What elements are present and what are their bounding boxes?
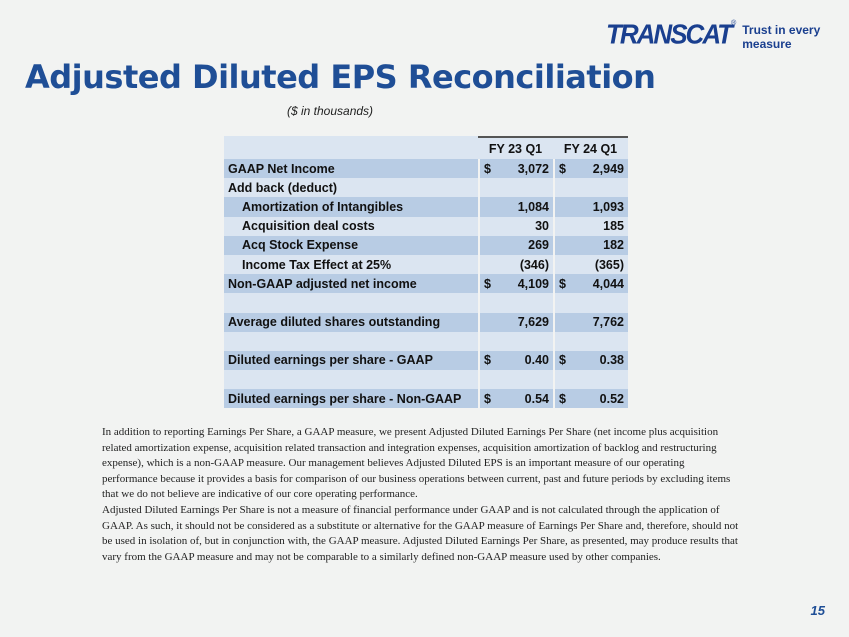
table-row <box>224 351 628 370</box>
table-row <box>224 217 628 236</box>
row-label: Non-GAAP adjusted net income <box>224 274 478 293</box>
row-label <box>224 370 478 389</box>
row-value-c1 <box>478 389 553 408</box>
value: 7,629 <box>517 315 549 330</box>
row-value-c2 <box>553 389 628 408</box>
row-value-c1 <box>478 255 553 274</box>
value: 30 <box>535 219 549 234</box>
dollar-sign: $ <box>559 161 566 176</box>
dollar-sign: $ <box>484 353 491 368</box>
dollar-sign: $ <box>559 353 566 368</box>
value: 3,072 <box>517 161 549 176</box>
row-value-c1 <box>478 236 553 255</box>
row-value-c1 <box>478 370 553 389</box>
row-label: Acq Stock Expense <box>224 236 478 255</box>
row-value-c2 <box>553 351 628 370</box>
row-value-c2 <box>553 274 628 293</box>
value: (346) <box>519 257 549 272</box>
value: 2,949 <box>592 161 624 176</box>
value: 1,084 <box>517 199 549 214</box>
dollar-sign: $ <box>559 391 566 406</box>
paragraph-description: In addition to reporting Earnings Per Share, a GAAP measure, we present Adjusted Diluted Earnings Per Share (net income plus acquisition related amortization expense, acquisition related transaction and integration expenses, acquisition amortization of backlog and restructuring expense), which is a non-GAAP measure. Our management believes Adjusted Diluted EPS is an important measure of our operating performance because it provides a basis for comparison of our business operations between current, past and future periods by excluding items that we do not believe are indicative of our core operating performance. <box>102 426 731 501</box>
table-row <box>224 236 628 255</box>
row-label: Diluted earnings per share - GAAP <box>224 351 478 370</box>
value: 185 <box>603 219 624 234</box>
table-row <box>224 197 628 216</box>
value: 4,044 <box>592 276 624 291</box>
dollar-sign: $ <box>559 276 566 291</box>
paragraph-disclaimer: Adjusted Diluted Earnings Per Share is not a measure of financial performance under GAAP and is not calculated through the application of GAAP. As such, it should not be considered as a substitute or alternative for the GAAP measure of Earnings Per Share and, therefore, should not be used in isolation of, but in conjunction with, the GAAP measure. Adjusted Diluted Earnings Per Share, as presented, may produce results that vary from the GAAP measure and may not be comparable to a similarly defined non-GAAP measure used by other companies. <box>102 504 739 563</box>
row-value-c1 <box>478 332 553 351</box>
row-label <box>224 332 478 351</box>
value: 269 <box>528 238 549 253</box>
row-value-c1 <box>478 351 553 370</box>
row-label: Diluted earnings per share - Non-GAAP <box>224 389 478 408</box>
page-title: Adjusted Diluted EPS Reconciliation <box>25 58 656 96</box>
row-value-c2 <box>553 293 628 312</box>
row-value-c2 <box>553 236 628 255</box>
value: 7,762 <box>592 315 624 330</box>
value: (365) <box>594 257 624 272</box>
row-label: GAAP Net Income <box>224 159 478 178</box>
row-value-c1 <box>478 178 553 197</box>
header-fy23q1: FY 23 Q1 <box>478 136 553 159</box>
header-fy24q1: FY 24 Q1 <box>553 136 628 159</box>
row-value-c1 <box>478 274 553 293</box>
page-number: 15 <box>810 603 825 618</box>
table-row <box>224 293 628 312</box>
row-value-c1 <box>478 197 553 216</box>
row-value-c1 <box>478 159 553 178</box>
value: 0.40 <box>524 353 549 368</box>
table-row <box>224 274 628 293</box>
row-value-c2 <box>553 197 628 216</box>
table-row <box>224 159 628 178</box>
row-value-c2 <box>553 255 628 274</box>
value: 1,093 <box>592 199 624 214</box>
row-label: Add back (deduct) <box>224 178 478 197</box>
table-row <box>224 389 628 408</box>
row-value-c2 <box>553 217 628 236</box>
dollar-sign: $ <box>484 161 491 176</box>
row-label: Average diluted shares outstanding <box>224 313 478 332</box>
dollar-sign: $ <box>484 391 491 406</box>
logo-wordmark: TRANSCAT <box>606 17 732 50</box>
row-label: Amortization of Intangibles <box>224 197 478 216</box>
row-value-c1 <box>478 217 553 236</box>
table-row <box>224 255 628 274</box>
transcat-logo <box>606 17 849 51</box>
table-row <box>224 313 628 332</box>
row-value-c1 <box>478 293 553 312</box>
row-value-c2 <box>553 313 628 332</box>
value: 0.54 <box>524 391 549 406</box>
value: 0.52 <box>599 391 624 406</box>
row-value-c2 <box>553 159 628 178</box>
table-row <box>224 370 628 389</box>
eps-reconciliation-table <box>224 136 628 408</box>
row-label <box>224 293 478 312</box>
subtitle: ($ in thousands) <box>287 104 374 118</box>
header-blank <box>224 136 478 159</box>
table-row <box>224 332 628 351</box>
logo-tagline: Trust in every measure <box>742 23 821 51</box>
registered-mark: ® <box>731 20 737 27</box>
row-value-c2 <box>553 178 628 197</box>
dollar-sign: $ <box>484 276 491 291</box>
row-value-c2 <box>553 370 628 389</box>
value: 182 <box>603 238 624 253</box>
value: 0.38 <box>599 353 624 368</box>
row-value-c1 <box>478 313 553 332</box>
table-row <box>224 178 628 197</box>
row-value-c2 <box>553 332 628 351</box>
row-label: Acquisition deal costs <box>224 217 478 236</box>
row-label: Income Tax Effect at 25% <box>224 255 478 274</box>
value: 4,109 <box>517 276 549 291</box>
